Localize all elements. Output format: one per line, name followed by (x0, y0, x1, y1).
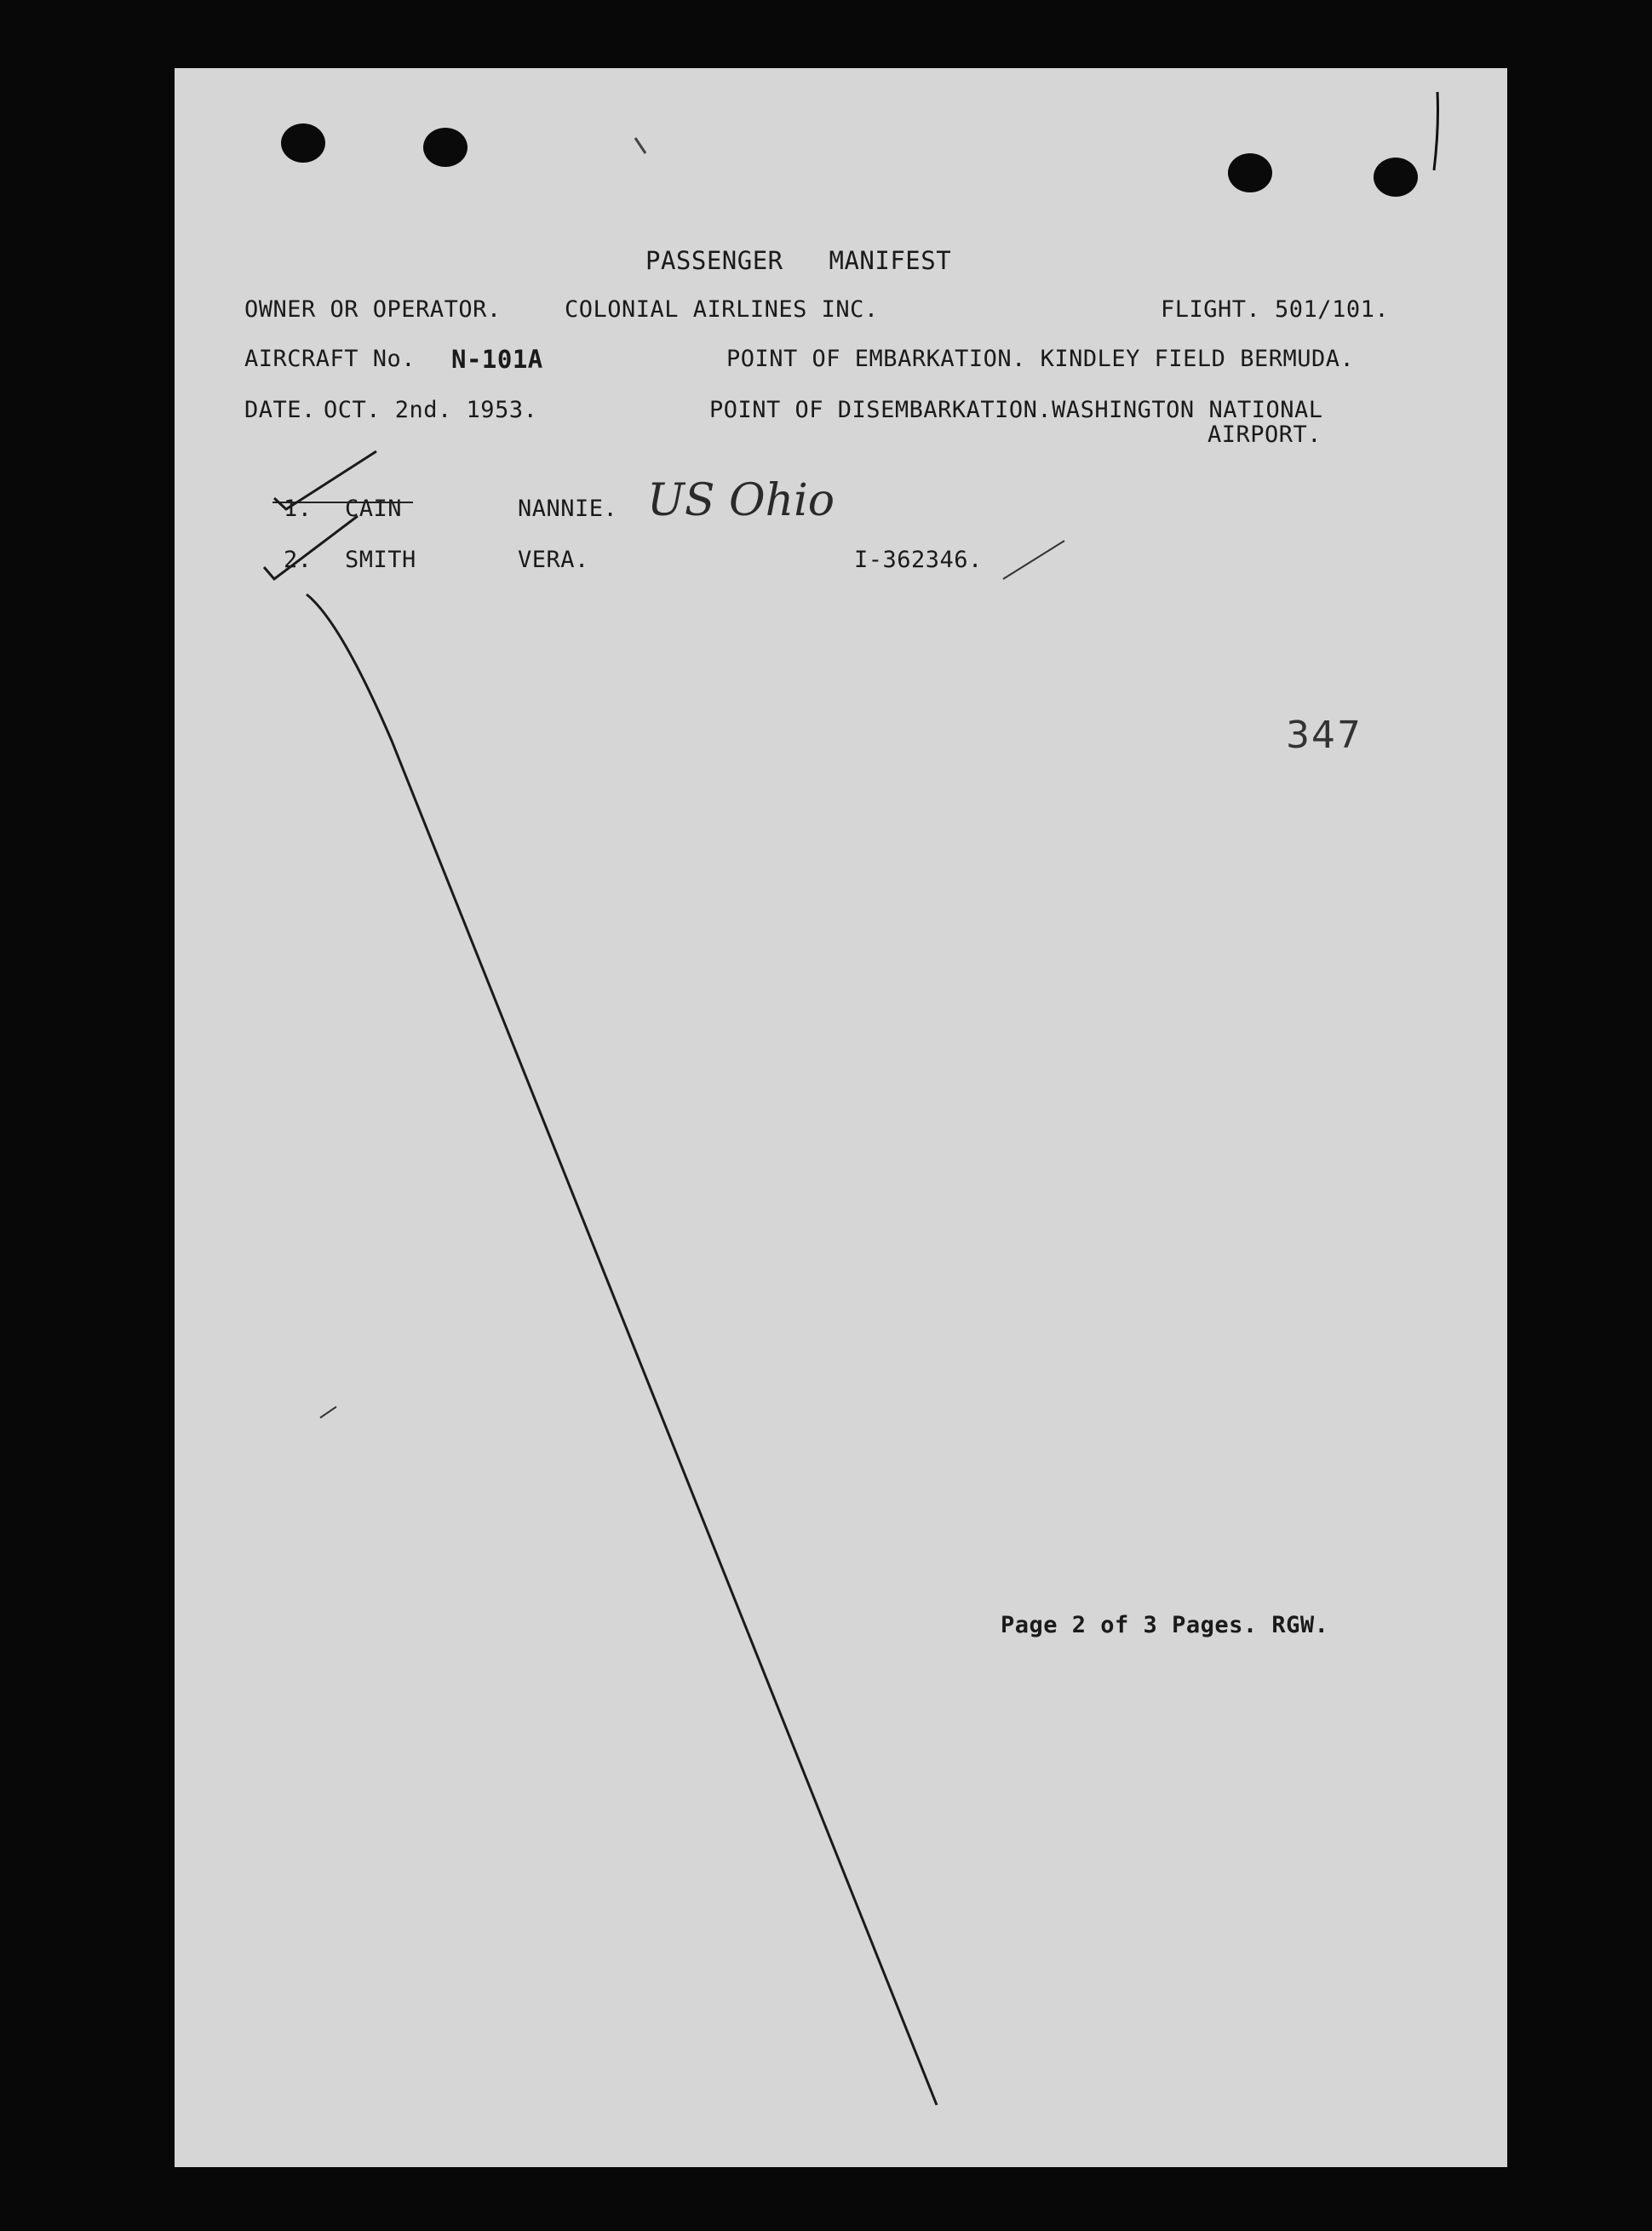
passenger-given-name: VERA. (518, 547, 589, 573)
disembarkation-line-1: POINT OF DISEMBARKATION.WASHINGTON NATIONAL (709, 397, 1323, 423)
aircraft-value: N-101A (451, 345, 543, 374)
date-value: OCT. 2nd. 1953. (324, 397, 538, 423)
passenger-surname: CAIN (345, 496, 403, 522)
punch-hole (1228, 153, 1272, 192)
aircraft-label: AIRCRAFT No. (244, 346, 416, 372)
manifest-sheet (175, 68, 1507, 2167)
embarkation-point: POINT OF EMBARKATION. KINDLEY FIELD BERMUDA. (726, 346, 1355, 372)
punch-hole (423, 128, 467, 167)
passenger-surname: SMITH (345, 547, 416, 573)
owner-value: COLONIAL AIRLINES INC. (565, 296, 879, 323)
page-stamp-number: 347 (1286, 714, 1362, 757)
owner-label: OWNER OR OPERATOR. (244, 296, 502, 323)
passenger-given-name: NANNIE. (518, 496, 618, 522)
passenger-number: 2. (284, 547, 313, 573)
passenger-number: 1. (284, 496, 313, 522)
page-footer: Page 2 of 3 Pages. RGW. (1001, 1612, 1329, 1638)
date-label: DATE. (244, 397, 316, 423)
punch-hole (281, 123, 325, 163)
punch-hole (1374, 158, 1418, 197)
disembarkation-line-2: AIRPORT. (1207, 422, 1322, 448)
passenger-document-number: I-362346. (854, 547, 983, 573)
handwritten-note: US Ohio (647, 475, 835, 526)
flight-number: FLIGHT. 501/101. (1161, 296, 1390, 323)
manifest-title: PASSENGER MANIFEST (645, 246, 952, 275)
